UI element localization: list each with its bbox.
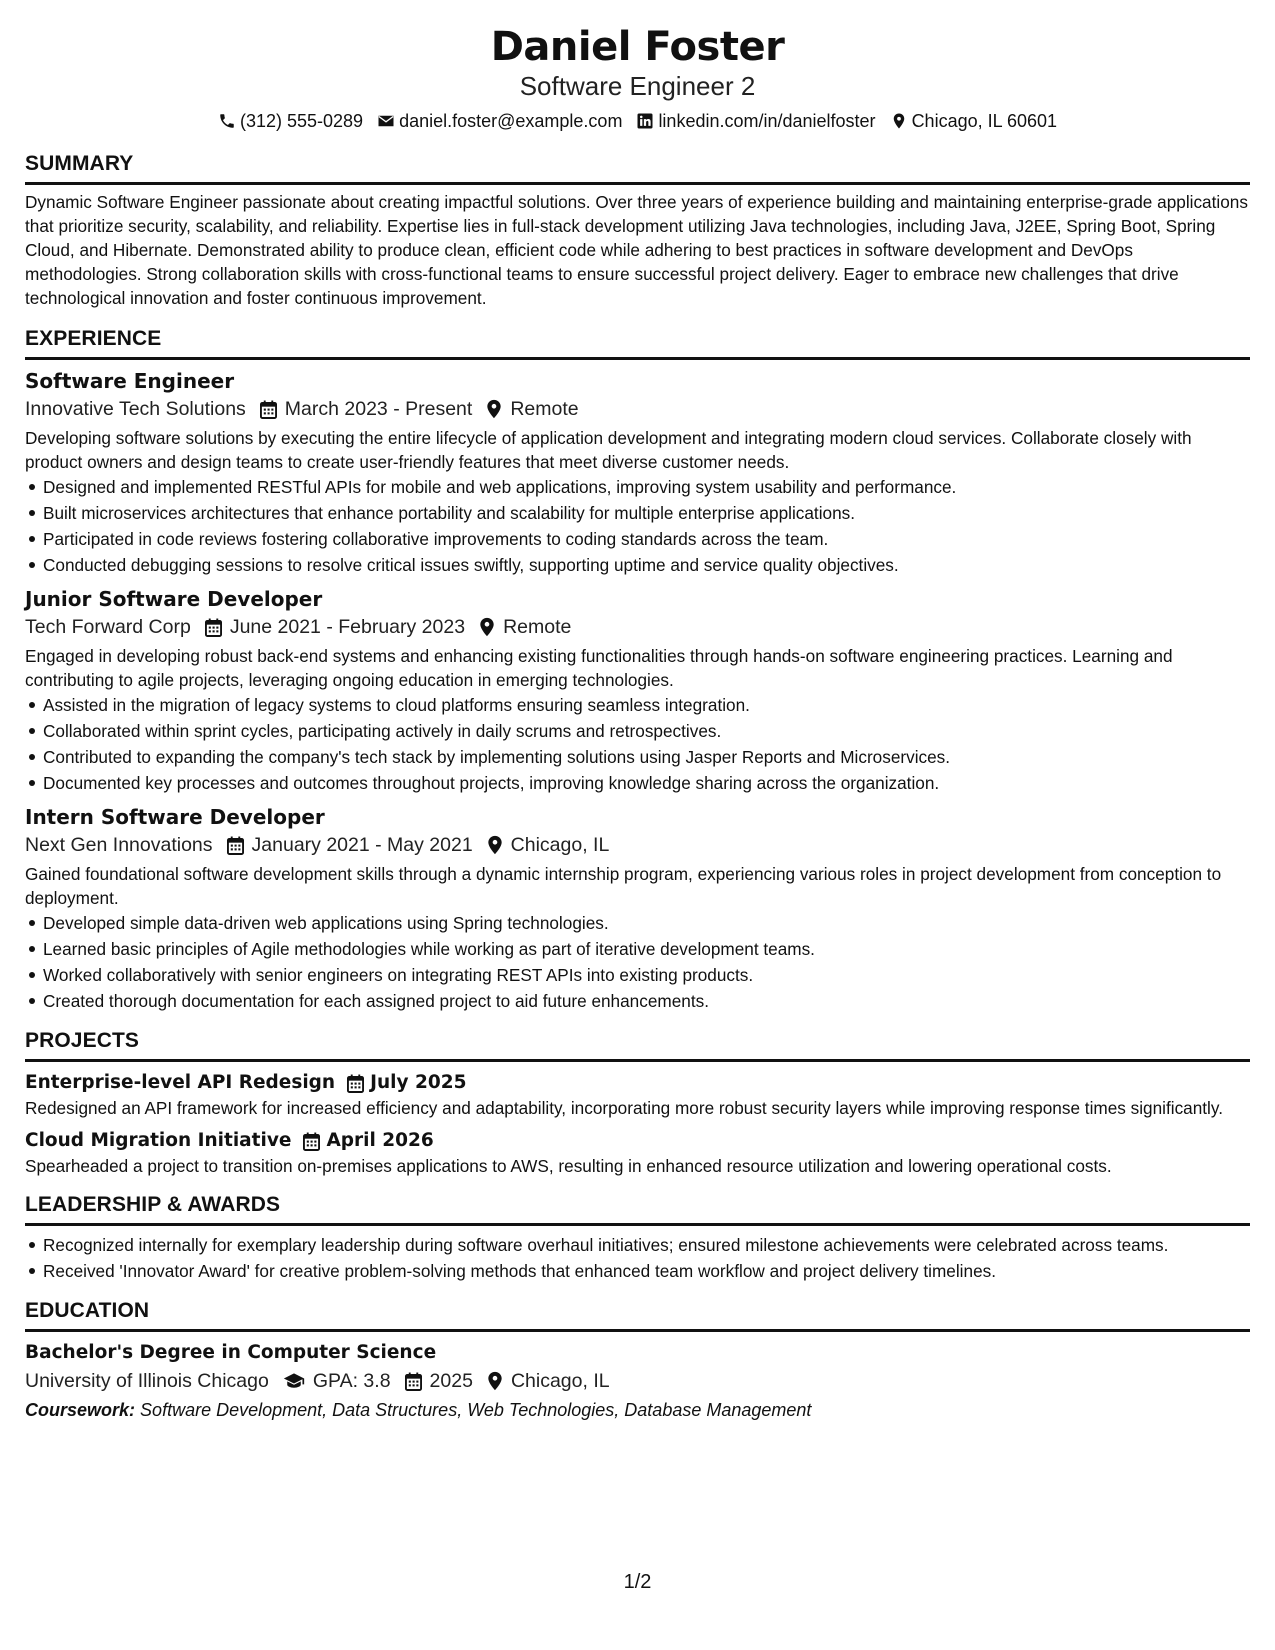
resume-header	[25, 22, 1250, 133]
list-item: Documented key processes and outcomes throughout projects, improving knowledge sharing across the organization.	[25, 770, 1250, 796]
job-description: Developing software solutions by executing the entire lifecycle of application development and integrating modern cloud services. Collaborate closely with product owners and design teams to create user-friendly features that meet diverse customer needs.	[25, 428, 1192, 472]
job-company: Tech Forward Corp	[25, 616, 191, 638]
summary-heading: SUMMARY	[25, 151, 1250, 185]
education-degree: Bachelor's Degree in Computer Science	[25, 1342, 437, 1363]
project-entry	[25, 1128, 1250, 1178]
job-entry	[25, 368, 1250, 578]
job-dates: January 2021 - May 2021	[251, 834, 473, 856]
job-meta	[25, 394, 1250, 424]
job-company: Innovative Tech Solutions	[25, 398, 246, 420]
map-pin-icon	[890, 112, 908, 130]
list-item: Received 'Innovator Award' for creative problem-solving methods that enhanced team workflow and project delivery timelines.	[25, 1258, 1250, 1284]
location-text: Chicago, IL 60601	[911, 111, 1058, 131]
job-meta	[25, 830, 1250, 860]
graduation-cap-icon	[283, 1372, 305, 1390]
list-item: Collaborated within sprint cycles, participating actively in daily scrums and retrospectives.	[25, 718, 1250, 744]
job-title: Intern Software Developer	[25, 805, 325, 829]
contact-bar	[25, 109, 1250, 133]
list-item: Worked collaboratively with senior engineers on integrating REST APIs into existing products.	[25, 962, 1250, 988]
page-number: 1/2	[623, 1571, 652, 1593]
experience-heading: EXPERIENCE	[25, 326, 1250, 360]
job-location: Remote	[503, 616, 572, 638]
job-dates: March 2023 - Present	[284, 398, 473, 420]
job-bullets	[25, 474, 1250, 578]
job-entry	[25, 586, 1250, 796]
leadership-list	[25, 1232, 1250, 1284]
project-description: Spearheaded a project to transition on-premises applications to AWS, resulting in enhanced resource utilization and lowering operational costs.	[25, 1156, 1112, 1176]
calendar-icon	[260, 400, 277, 419]
leadership-heading: LEADERSHIP & AWARDS	[25, 1192, 1250, 1226]
project-entry	[25, 1070, 1250, 1120]
calendar-icon	[227, 836, 244, 855]
job-company: Next Gen Innovations	[25, 834, 213, 856]
job-bullets	[25, 692, 1250, 796]
candidate-title: Software Engineer 2	[519, 71, 756, 101]
job-dates: June 2021 - February 2023	[229, 616, 466, 638]
list-item: Participated in code reviews fostering collaborative improvements to coding standards across the team.	[25, 526, 1250, 552]
job-title: Junior Software Developer	[25, 587, 323, 611]
contact-location	[890, 109, 1057, 133]
education-coursework	[25, 1396, 1250, 1424]
project-description: Redesigned an API framework for increased efficiency and adaptability, incorporating more robust security layers while improving response times significantly.	[25, 1098, 1223, 1118]
list-item: Conducted debugging sessions to resolve critical issues swiftly, supporting uptime and service quality objectives.	[25, 552, 1250, 578]
job-meta	[25, 612, 1250, 642]
education-gpa: GPA: 3.8	[312, 1370, 391, 1392]
education-school: University of Illinois Chicago	[25, 1370, 269, 1392]
phone-icon	[218, 112, 236, 130]
project-name: Cloud Migration Initiative	[25, 1130, 292, 1151]
contact-phone[interactable]	[218, 109, 363, 133]
map-pin-icon	[486, 399, 502, 419]
calendar-icon	[405, 1372, 422, 1391]
job-bullets	[25, 910, 1250, 1014]
job-location: Remote	[510, 398, 579, 420]
calendar-icon	[205, 618, 222, 637]
project-name: Enterprise-level API Redesign	[25, 1072, 336, 1093]
linkedin-text: linkedin.com/in/danielfoster	[658, 111, 876, 131]
education-meta	[25, 1366, 1250, 1396]
map-pin-icon	[487, 1371, 503, 1391]
list-item: Learned basic principles of Agile methodologies while working as part of iterative development teams.	[25, 936, 1250, 962]
education-location: Chicago, IL	[510, 1370, 610, 1392]
job-title: Software Engineer	[25, 369, 235, 393]
list-item: Recognized internally for exemplary leadership during software overhaul initiatives; ensured milestone achievements were celebrated across teams.	[25, 1232, 1250, 1258]
job-location: Chicago, IL	[510, 834, 610, 856]
project-date: July 2025	[370, 1072, 467, 1093]
list-item: Designed and implemented RESTful APIs for mobile and web applications, improving system usability and performance.	[25, 474, 1250, 500]
list-item: Contributed to expanding the company's tech stack by implementing solutions using Jasper Reports and Microservices.	[25, 744, 1250, 770]
phone-text: (312) 555-0289	[239, 111, 364, 131]
summary-text: Dynamic Software Engineer passionate about creating impactful solutions. Over three years of experience building and maintaining enterprise-grade applications that prioritize security, scalability, and reliability. Expertise lies in full-stack development utilizing Java technologies, including Java, J2EE, Spring Boot, Spring Cloud, and Hibernate. Demonstrated ability to produce clean, efficient code while adhering to best practices in software development and DevOps methodologies. Strong collaboration skills with cross-functional teams to ensure successful project delivery. Eager to embrace new challenges that drive technological innovation and foster continuous improvement.	[25, 192, 1248, 308]
project-date: April 2026	[326, 1130, 434, 1151]
calendar-icon	[303, 1132, 320, 1151]
job-description: Engaged in developing robust back-end systems and enhancing existing functionalities through hands-on software engineering practices. Learning and contributing to agile projects, leveraging ongoing education in emerging technologies.	[25, 646, 1173, 690]
list-item: Developed simple data-driven web applications using Spring technologies.	[25, 910, 1250, 936]
projects-list	[25, 1070, 1250, 1178]
map-pin-icon	[487, 835, 503, 855]
education-heading: EDUCATION	[25, 1298, 1250, 1332]
calendar-icon	[347, 1074, 364, 1093]
list-item: Assisted in the migration of legacy systems to cloud platforms ensuring seamless integration.	[25, 692, 1250, 718]
job-description: Gained foundational software development skills through a dynamic internship program, experiencing various roles in project development from conception to deployment.	[25, 864, 1222, 908]
contact-email[interactable]	[377, 109, 622, 133]
linkedin-icon	[636, 112, 654, 130]
coursework-list: Software Development, Data Structures, Web Technologies, Database Management	[140, 1400, 812, 1420]
contact-linkedin[interactable]	[636, 109, 875, 133]
education-year: 2025	[429, 1370, 473, 1392]
map-pin-icon	[479, 617, 495, 637]
candidate-name: Daniel Foster	[490, 24, 785, 70]
envelope-icon	[377, 112, 395, 130]
experience-list	[25, 368, 1250, 1014]
job-entry	[25, 804, 1250, 1014]
projects-heading: PROJECTS	[25, 1028, 1250, 1062]
project-header	[25, 1070, 1250, 1096]
list-item: Created thorough documentation for each assigned project to aid future enhancements.	[25, 988, 1250, 1014]
email-text: daniel.foster@example.com	[399, 111, 623, 131]
resume-page	[25, 22, 1250, 1424]
coursework-label: Coursework:	[25, 1400, 136, 1420]
project-header	[25, 1128, 1250, 1154]
list-item: Built microservices architectures that enhance portability and scalability for multiple enterprise applications.	[25, 500, 1250, 526]
